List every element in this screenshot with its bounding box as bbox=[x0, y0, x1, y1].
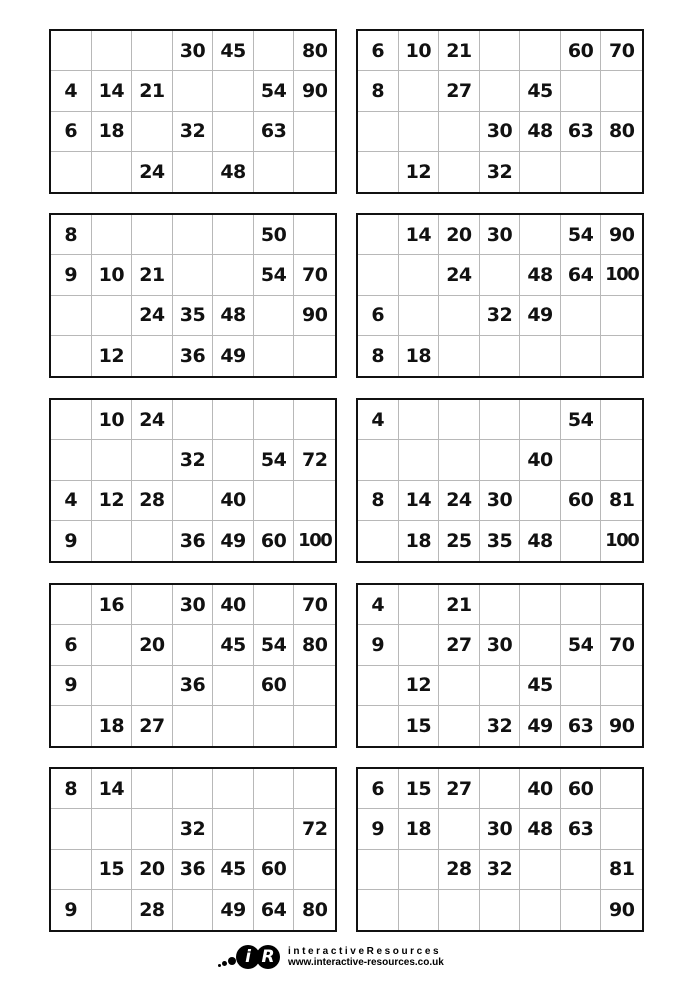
bingo-cell: 80 bbox=[601, 112, 642, 152]
bingo-cell: 30 bbox=[480, 112, 521, 152]
bingo-cell bbox=[480, 890, 521, 930]
bingo-cell: 32 bbox=[480, 706, 521, 746]
bingo-cell bbox=[51, 585, 92, 625]
bingo-cell: 35 bbox=[480, 521, 521, 561]
bingo-cell: 72 bbox=[294, 440, 335, 480]
bingo-cell: 60 bbox=[561, 769, 602, 809]
bingo-cell bbox=[399, 71, 440, 111]
bingo-cell: 50 bbox=[254, 215, 295, 255]
bingo-cell bbox=[520, 625, 561, 665]
bingo-cell bbox=[254, 706, 295, 746]
bingo-cell: 20 bbox=[132, 850, 173, 890]
bingo-card bbox=[356, 213, 644, 378]
bingo-cell: 10 bbox=[92, 255, 133, 295]
bingo-cell bbox=[173, 481, 214, 521]
bingo-cell: 32 bbox=[480, 152, 521, 192]
bingo-cell: 15 bbox=[399, 706, 440, 746]
bingo-card bbox=[49, 583, 337, 748]
bingo-cell: 90 bbox=[608, 714, 635, 737]
bingo-cell: 21 bbox=[439, 31, 480, 71]
bingo-cell: 48 bbox=[213, 296, 254, 336]
bingo-cell: 18 bbox=[92, 706, 133, 746]
bingo-cell: 54 bbox=[561, 625, 602, 665]
bingo-cell: 21 bbox=[439, 585, 480, 625]
bingo-cell bbox=[439, 152, 480, 192]
bingo-cell bbox=[561, 296, 602, 336]
bingo-cell bbox=[480, 336, 521, 376]
bingo-cell bbox=[358, 521, 399, 561]
bingo-cell bbox=[132, 585, 173, 625]
bingo-cell bbox=[601, 296, 642, 336]
bingo-cell: 35 bbox=[173, 296, 214, 336]
bingo-cell bbox=[601, 585, 642, 625]
bingo-cell bbox=[520, 585, 561, 625]
brand-name: interactiveResources bbox=[288, 946, 442, 957]
bingo-cell: 12 bbox=[399, 666, 440, 706]
bingo-cell bbox=[213, 809, 254, 849]
bingo-cell: 10 bbox=[92, 400, 133, 440]
bingo-cell bbox=[358, 255, 399, 295]
bingo-cell: 54 bbox=[254, 255, 295, 295]
bingo-cell: 6 bbox=[51, 112, 92, 152]
bingo-cell: 21 bbox=[132, 255, 173, 295]
bingo-cell bbox=[173, 152, 214, 192]
bingo-cell bbox=[213, 706, 254, 746]
bingo-cell bbox=[520, 400, 561, 440]
bingo-cell bbox=[51, 152, 92, 192]
bingo-cell bbox=[92, 152, 133, 192]
bingo-cell: 36 bbox=[173, 336, 214, 376]
bingo-cell bbox=[294, 666, 335, 706]
bingo-cell bbox=[601, 152, 642, 192]
bingo-cell bbox=[51, 336, 92, 376]
bingo-cell: 54 bbox=[561, 400, 602, 440]
bingo-cell: 60 bbox=[561, 481, 602, 521]
bingo-cell bbox=[213, 666, 254, 706]
bingo-cell bbox=[294, 336, 335, 376]
bingo-cell bbox=[399, 625, 440, 665]
bingo-cell: 45 bbox=[213, 850, 254, 890]
bingo-cell: 20 bbox=[132, 625, 173, 665]
bingo-cell bbox=[51, 850, 92, 890]
bingo-cell: 27 bbox=[439, 769, 480, 809]
bingo-cell: 45 bbox=[213, 31, 254, 71]
bingo-card bbox=[49, 398, 337, 563]
bingo-cell: 30 bbox=[173, 31, 214, 71]
bingo-cell bbox=[173, 625, 214, 665]
bingo-cell bbox=[294, 215, 335, 255]
bingo-cell bbox=[173, 255, 214, 295]
bingo-cell: 12 bbox=[399, 152, 440, 192]
bingo-cell bbox=[520, 31, 561, 71]
bingo-cell bbox=[561, 152, 602, 192]
bingo-cell bbox=[92, 625, 133, 665]
bingo-card bbox=[356, 398, 644, 563]
bingo-cell bbox=[173, 215, 214, 255]
bingo-cell bbox=[254, 152, 295, 192]
bingo-cell bbox=[358, 152, 399, 192]
bingo-cell bbox=[439, 666, 480, 706]
bingo-cell: 32 bbox=[173, 809, 214, 849]
bingo-cell: 24 bbox=[439, 481, 480, 521]
bingo-cell: 90 bbox=[601, 215, 642, 255]
bingo-cell bbox=[51, 296, 92, 336]
bingo-cell: 40 bbox=[213, 481, 254, 521]
bingo-cell: 70 bbox=[294, 255, 335, 295]
bingo-cell: 90 bbox=[608, 898, 635, 921]
bingo-cell: 9 bbox=[51, 255, 92, 295]
bingo-cell: 28 bbox=[439, 850, 480, 890]
bingo-cell bbox=[173, 890, 214, 930]
bingo-cell bbox=[480, 666, 521, 706]
bingo-cell bbox=[399, 585, 440, 625]
bingo-cell bbox=[132, 336, 173, 376]
bingo-cell bbox=[213, 769, 254, 809]
bingo-cell: 100 bbox=[601, 255, 642, 295]
bingo-cell bbox=[358, 112, 399, 152]
bingo-cell bbox=[254, 400, 295, 440]
bingo-cell bbox=[294, 112, 335, 152]
bingo-cell: 32 bbox=[480, 850, 521, 890]
bingo-cell: 18 bbox=[92, 112, 133, 152]
bingo-cell bbox=[561, 666, 602, 706]
bingo-cell bbox=[399, 255, 440, 295]
bingo-cell: 60 bbox=[561, 31, 602, 71]
bingo-cell: 24 bbox=[132, 400, 173, 440]
bingo-cell bbox=[561, 336, 602, 376]
bingo-cell bbox=[399, 440, 440, 480]
bingo-cell: 70 bbox=[601, 31, 642, 71]
bingo-cell: 20 bbox=[439, 215, 480, 255]
bingo-cell: 10 bbox=[399, 31, 440, 71]
bingo-cell: 24 bbox=[132, 152, 173, 192]
bingo-cell: 30 bbox=[480, 215, 521, 255]
bingo-cell bbox=[173, 769, 214, 809]
bingo-card bbox=[356, 583, 644, 748]
bingo-cell: 48 bbox=[520, 809, 561, 849]
bingo-cell bbox=[561, 585, 602, 625]
bingo-cell bbox=[173, 71, 214, 111]
bingo-cell: 80 bbox=[301, 898, 328, 921]
bingo-cell: 8 bbox=[358, 71, 399, 111]
bingo-cell: 18 bbox=[399, 521, 440, 561]
bingo-cell bbox=[399, 296, 440, 336]
footer-branding bbox=[216, 940, 476, 974]
bingo-cell: 40 bbox=[520, 769, 561, 809]
bingo-cell: 32 bbox=[480, 296, 521, 336]
bingo-cell: 30 bbox=[173, 585, 214, 625]
bingo-cell: 32 bbox=[173, 440, 214, 480]
bingo-cell: 6 bbox=[358, 769, 399, 809]
bingo-cell bbox=[254, 336, 295, 376]
bingo-cell: 9 bbox=[51, 666, 92, 706]
bingo-cell bbox=[520, 481, 561, 521]
bingo-cell bbox=[254, 585, 295, 625]
bingo-cell bbox=[294, 850, 335, 890]
bingo-cell bbox=[132, 666, 173, 706]
bingo-cell bbox=[601, 400, 642, 440]
bingo-cell bbox=[51, 440, 92, 480]
bingo-cell: 72 bbox=[294, 809, 335, 849]
bingo-cell bbox=[399, 112, 440, 152]
bingo-cell bbox=[358, 215, 399, 255]
bingo-cell bbox=[601, 71, 642, 111]
bingo-cell bbox=[561, 850, 602, 890]
bingo-cell: 15 bbox=[399, 769, 440, 809]
bingo-cell: 48 bbox=[520, 521, 561, 561]
bingo-cell bbox=[51, 706, 92, 746]
bingo-cell bbox=[92, 521, 133, 561]
bingo-cell bbox=[358, 666, 399, 706]
bingo-cell: 48 bbox=[520, 255, 561, 295]
bingo-card bbox=[356, 767, 644, 932]
bingo-cell: 30 bbox=[480, 809, 521, 849]
bingo-cell: 30 bbox=[480, 481, 521, 521]
bingo-cell bbox=[213, 112, 254, 152]
bingo-cell: 40 bbox=[213, 585, 254, 625]
bingo-cell bbox=[480, 585, 521, 625]
bingo-cell bbox=[601, 440, 642, 480]
bingo-cell: 18 bbox=[399, 336, 440, 376]
bingo-cell bbox=[132, 769, 173, 809]
bingo-cell bbox=[294, 400, 335, 440]
bingo-cell: 14 bbox=[92, 769, 133, 809]
bingo-cell: 12 bbox=[92, 481, 133, 521]
bingo-cell: 6 bbox=[358, 296, 399, 336]
bingo-cell bbox=[294, 769, 335, 809]
bingo-cell bbox=[51, 31, 92, 71]
bingo-cell: 49 bbox=[213, 336, 254, 376]
bingo-cell: 60 bbox=[254, 521, 295, 561]
bingo-cell bbox=[92, 890, 133, 930]
bingo-cell: 32 bbox=[173, 112, 214, 152]
bingo-cell: 4 bbox=[51, 71, 92, 111]
bingo-cell: 14 bbox=[92, 71, 133, 111]
bingo-cell bbox=[399, 850, 440, 890]
bingo-cell: 49 bbox=[213, 890, 254, 930]
bingo-cell: 27 bbox=[439, 625, 480, 665]
bingo-cell bbox=[520, 215, 561, 255]
bingo-cell bbox=[254, 296, 295, 336]
bingo-cell: 81 bbox=[601, 850, 642, 890]
bingo-cell bbox=[173, 706, 214, 746]
bingo-cell bbox=[92, 296, 133, 336]
bingo-card bbox=[49, 213, 337, 378]
bingo-cell bbox=[520, 336, 561, 376]
bingo-cell: 36 bbox=[173, 850, 214, 890]
bingo-cell bbox=[480, 769, 521, 809]
bingo-cell: 9 bbox=[51, 890, 92, 930]
bingo-cell: 70 bbox=[601, 625, 642, 665]
bingo-cell bbox=[92, 215, 133, 255]
bingo-cell bbox=[213, 440, 254, 480]
bingo-cell: 30 bbox=[480, 625, 521, 665]
bingo-cell: 8 bbox=[51, 215, 92, 255]
bingo-cell: 28 bbox=[132, 481, 173, 521]
bingo-cell: 100 bbox=[298, 530, 332, 552]
bingo-cell bbox=[520, 850, 561, 890]
bingo-cell bbox=[254, 809, 295, 849]
bingo-cell bbox=[92, 666, 133, 706]
bingo-cell: 63 bbox=[254, 112, 295, 152]
bingo-cell: 21 bbox=[132, 71, 173, 111]
bingo-cell: 27 bbox=[439, 71, 480, 111]
bingo-cell: 28 bbox=[132, 890, 173, 930]
bingo-cell: 24 bbox=[132, 296, 173, 336]
bingo-cell bbox=[439, 296, 480, 336]
bingo-cell: 18 bbox=[399, 809, 440, 849]
bingo-card bbox=[356, 29, 644, 194]
bingo-cell: 45 bbox=[213, 625, 254, 665]
bingo-cell: 6 bbox=[51, 625, 92, 665]
bingo-cell bbox=[254, 31, 295, 71]
bingo-cell bbox=[480, 31, 521, 71]
bingo-cell bbox=[51, 809, 92, 849]
bingo-cell bbox=[51, 400, 92, 440]
bingo-cell bbox=[213, 255, 254, 295]
bingo-cell bbox=[132, 809, 173, 849]
bingo-cell bbox=[601, 666, 642, 706]
bingo-cell: 25 bbox=[439, 521, 480, 561]
bingo-cell bbox=[561, 440, 602, 480]
bingo-cell bbox=[254, 769, 295, 809]
bingo-cell: 100 bbox=[605, 530, 639, 552]
bingo-cell: 70 bbox=[294, 585, 335, 625]
bingo-cell: 60 bbox=[254, 850, 295, 890]
bingo-cell bbox=[480, 440, 521, 480]
bingo-cell: 90 bbox=[294, 296, 335, 336]
bingo-cell: 48 bbox=[520, 112, 561, 152]
bingo-cell bbox=[480, 71, 521, 111]
bingo-cell bbox=[601, 336, 642, 376]
bingo-cell: 12 bbox=[92, 336, 133, 376]
bingo-cell bbox=[399, 400, 440, 440]
bingo-cell bbox=[294, 152, 335, 192]
bingo-cell: 40 bbox=[520, 440, 561, 480]
bingo-cell: 8 bbox=[51, 769, 92, 809]
bingo-cell bbox=[601, 809, 642, 849]
bingo-cell: 81 bbox=[601, 481, 642, 521]
bingo-cell bbox=[601, 769, 642, 809]
bingo-cell bbox=[439, 112, 480, 152]
bingo-cell: 45 bbox=[520, 666, 561, 706]
bingo-cell: 54 bbox=[254, 625, 295, 665]
bingo-cell: 14 bbox=[399, 215, 440, 255]
interactive-resources-logo-icon: i R bbox=[216, 940, 286, 974]
bingo-cell: 9 bbox=[358, 625, 399, 665]
bingo-cell: 15 bbox=[92, 850, 133, 890]
bingo-cell bbox=[92, 809, 133, 849]
bingo-cell bbox=[439, 890, 480, 930]
bingo-cell: 64 bbox=[561, 255, 602, 295]
bingo-cell: 49 bbox=[520, 296, 561, 336]
bingo-cell bbox=[439, 809, 480, 849]
bingo-cell bbox=[132, 112, 173, 152]
bingo-cell: 54 bbox=[254, 71, 295, 111]
bingo-cell bbox=[358, 706, 399, 746]
bingo-cell: 63 bbox=[561, 112, 602, 152]
bingo-cell bbox=[132, 440, 173, 480]
bingo-cell bbox=[439, 706, 480, 746]
bingo-cell: 64 bbox=[254, 890, 295, 930]
bingo-cell: 9 bbox=[51, 521, 92, 561]
bingo-cell bbox=[480, 255, 521, 295]
bingo-cell: 16 bbox=[92, 585, 133, 625]
bingo-cell: 90 bbox=[294, 71, 335, 111]
bingo-cell bbox=[132, 31, 173, 71]
bingo-cell: 9 bbox=[358, 809, 399, 849]
bingo-cell: 48 bbox=[213, 152, 254, 192]
bingo-cell bbox=[294, 706, 335, 746]
bingo-cell bbox=[213, 71, 254, 111]
bingo-cell bbox=[213, 400, 254, 440]
bingo-cell: 80 bbox=[294, 31, 335, 71]
bingo-cell: 63 bbox=[561, 706, 602, 746]
bingo-cell: 45 bbox=[520, 71, 561, 111]
bingo-cell bbox=[358, 440, 399, 480]
bingo-cell bbox=[358, 850, 399, 890]
bingo-cell: 4 bbox=[358, 585, 399, 625]
bingo-cell: 54 bbox=[254, 440, 295, 480]
bingo-cell: 63 bbox=[561, 809, 602, 849]
bingo-cell: 8 bbox=[358, 481, 399, 521]
bingo-cell bbox=[561, 521, 602, 561]
bingo-cell bbox=[439, 440, 480, 480]
bingo-cell: 4 bbox=[51, 481, 92, 521]
bingo-cell bbox=[132, 215, 173, 255]
bingo-cell bbox=[92, 440, 133, 480]
bingo-cell bbox=[439, 400, 480, 440]
bingo-cell bbox=[520, 890, 561, 930]
bingo-cell: 49 bbox=[213, 521, 254, 561]
bingo-cell bbox=[132, 521, 173, 561]
bingo-card bbox=[49, 29, 337, 194]
bingo-cell: 14 bbox=[399, 481, 440, 521]
bingo-card bbox=[49, 767, 337, 932]
bingo-cell: 36 bbox=[173, 666, 214, 706]
brand-url[interactable]: www.interactive-resources.co.uk bbox=[288, 957, 444, 968]
bingo-cell bbox=[520, 152, 561, 192]
bingo-cell bbox=[294, 481, 335, 521]
bingo-cell bbox=[561, 71, 602, 111]
bingo-cell bbox=[399, 890, 440, 930]
bingo-cell bbox=[480, 400, 521, 440]
bingo-cell: 60 bbox=[254, 666, 295, 706]
bingo-cell: 27 bbox=[132, 706, 173, 746]
bingo-cell bbox=[439, 336, 480, 376]
bingo-cell bbox=[92, 31, 133, 71]
bingo-cell bbox=[561, 890, 602, 930]
bingo-cell: 49 bbox=[520, 706, 561, 746]
bingo-cell: 8 bbox=[358, 336, 399, 376]
bingo-cell: 4 bbox=[358, 400, 399, 440]
bingo-cell bbox=[173, 400, 214, 440]
bingo-cell bbox=[358, 890, 399, 930]
bingo-cell: 6 bbox=[358, 31, 399, 71]
bingo-cell bbox=[213, 215, 254, 255]
bingo-cell: 54 bbox=[561, 215, 602, 255]
bingo-cell: 80 bbox=[294, 625, 335, 665]
bingo-cell: 24 bbox=[439, 255, 480, 295]
bingo-cell bbox=[254, 481, 295, 521]
bingo-cell: 36 bbox=[173, 521, 214, 561]
